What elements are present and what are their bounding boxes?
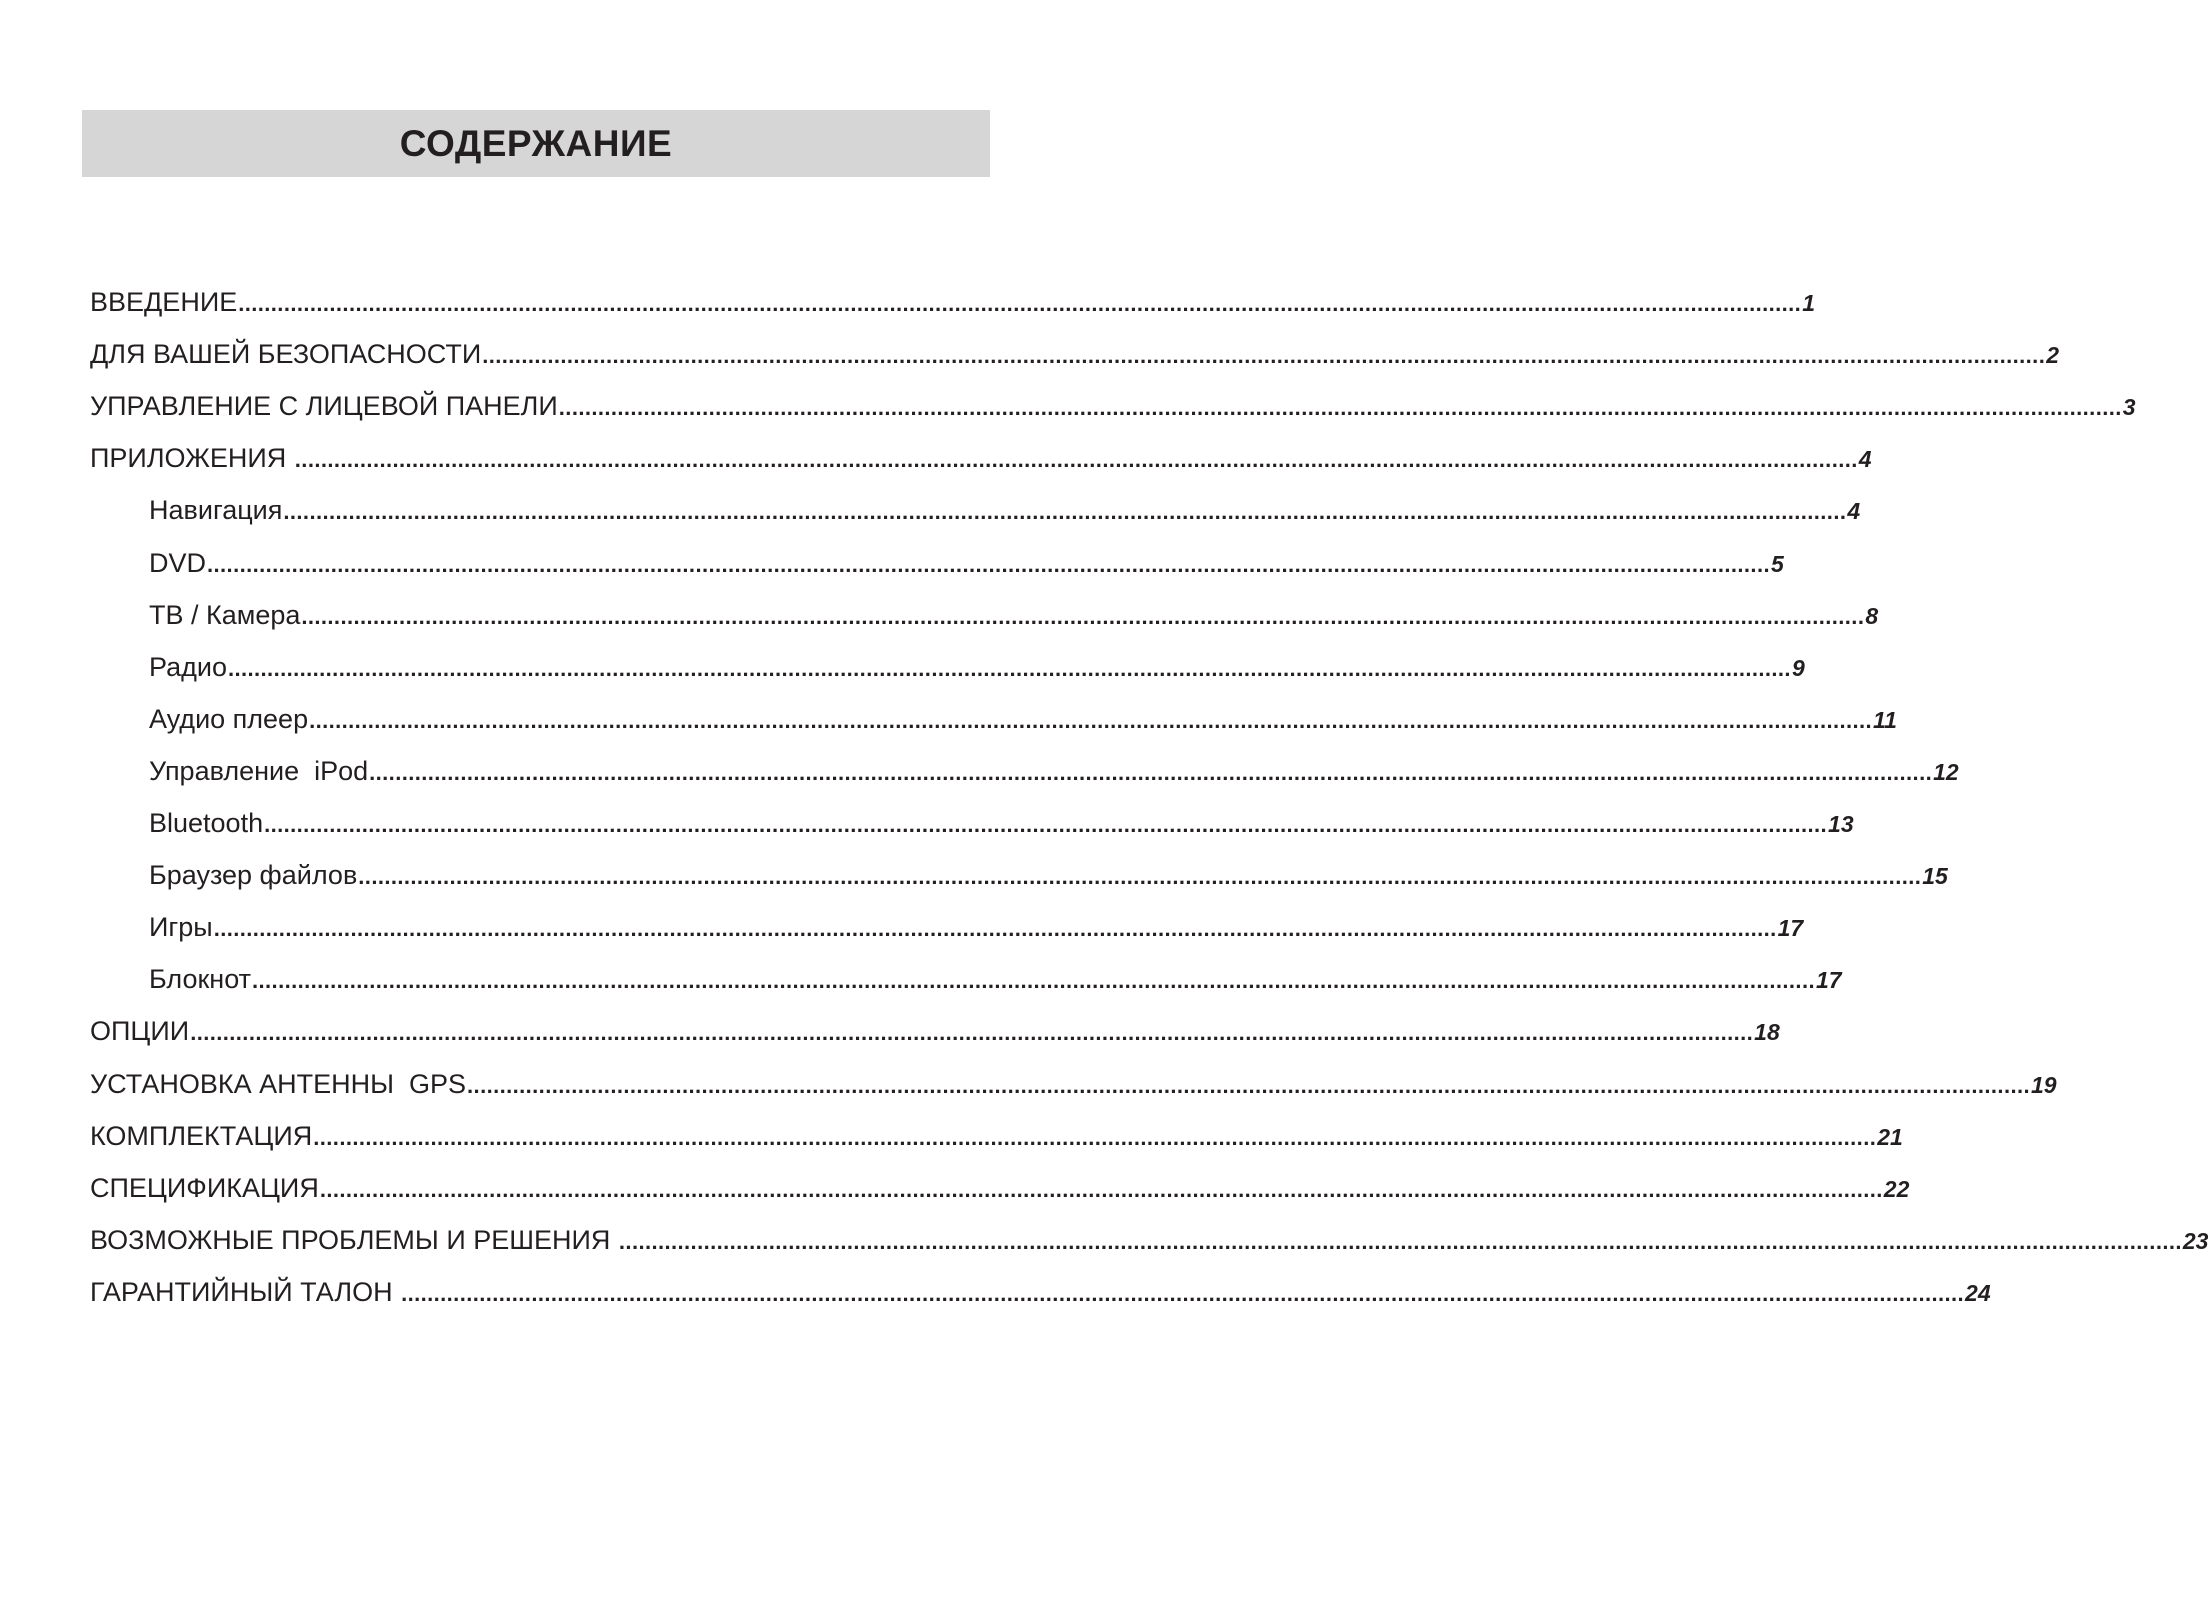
toc-entry[interactable]	[149, 648, 1805, 684]
toc-page-number: 4	[1847, 498, 1861, 524]
toc-dot-leader: ................................................................................................................................................................................................................................................	[227, 656, 1791, 681]
toc-entry-label: ТВ / Камера	[149, 600, 301, 630]
toc-entry-label: ГАРАНТИЙНЫЙ ТАЛОН	[90, 1277, 401, 1307]
toc-entry[interactable]	[90, 283, 1815, 319]
toc-entry-label: ПРИЛОЖЕНИЯ	[90, 443, 294, 473]
toc-entry[interactable]	[90, 335, 2059, 371]
toc-entry-label: DVD	[149, 548, 207, 578]
toc-entry-label: Игры	[149, 912, 213, 942]
title-banner	[82, 110, 990, 177]
toc-dot-leader: ................................................................................................................................................................................................................................................	[401, 1281, 1965, 1306]
toc-entry[interactable]	[149, 960, 1842, 996]
toc-entry-label: Bluetooth	[149, 808, 264, 838]
toc-entry-label: УПРАВЛЕНИЕ С ЛИЦЕВОЙ ПАНЕЛИ	[90, 391, 558, 421]
toc-dot-leader: ................................................................................................................................................................................................................................................	[319, 1177, 1883, 1202]
toc-page-number: 17	[1777, 915, 1804, 941]
toc-entry-label: Управление iPod	[149, 756, 369, 786]
toc-entry[interactable]	[149, 908, 1804, 944]
toc-dot-leader: ................................................................................................................................................................................................................................................	[482, 343, 2046, 368]
toc-dot-leader: ................................................................................................................................................................................................................................................	[264, 812, 1828, 837]
toc-page-number: 23	[2182, 1228, 2208, 1254]
toc-page-number: 22	[1883, 1176, 1910, 1202]
toc-dot-leader: ................................................................................................................................................................................................................................................	[369, 760, 1933, 785]
page-title: СОДЕРЖАНИЕ	[399, 122, 673, 164]
toc-entry[interactable]	[90, 439, 1872, 475]
toc-entry-label: ВВЕДЕНИЕ	[90, 287, 238, 317]
toc-page-number: 11	[1873, 707, 1897, 733]
toc-page-number: 15	[1922, 863, 1948, 889]
toc-page-number: 3	[2122, 394, 2136, 420]
toc-dot-leader: ................................................................................................................................................................................................................................................	[238, 291, 1802, 316]
toc-entry[interactable]	[149, 596, 1879, 632]
toc-entry[interactable]	[90, 1273, 1991, 1309]
toc-dot-leader: ................................................................................................................................................................................................................................................	[207, 552, 1770, 577]
toc-entry[interactable]	[149, 700, 1897, 736]
toc-entry[interactable]	[149, 856, 1948, 892]
toc-dot-leader: ................................................................................................................................................................................................................................................	[213, 916, 1777, 941]
toc-page-number: 9	[1791, 655, 1805, 681]
toc-entry-label: Радио	[149, 652, 227, 682]
toc-dot-leader: ................................................................................................................................................................................................................................................	[190, 1020, 1754, 1045]
toc-page-number: 17	[1815, 967, 1842, 993]
toc-page-number: 12	[1933, 759, 1959, 785]
toc-entry[interactable]	[149, 491, 1861, 527]
toc-dot-leader: ................................................................................................................................................................................................................................................	[618, 1229, 2182, 1254]
toc-page-number: 24	[1965, 1280, 1991, 1306]
toc-page-number: 4	[1858, 446, 1872, 472]
toc-page-number: 21	[1877, 1124, 1903, 1150]
toc-entry[interactable]	[149, 544, 1784, 580]
toc-entry-label: Браузер файлов	[149, 860, 358, 890]
toc-entry-label: Навигация	[149, 495, 283, 525]
toc-entry-label: СПЕЦИФИКАЦИЯ	[90, 1173, 319, 1203]
toc-dot-leader: ................................................................................................................................................................................................................................................	[294, 447, 1858, 472]
toc-page-number: 2	[2046, 342, 2059, 368]
toc-entry-label: ДЛЯ ВАШЕЙ БЕЗОПАСНОСТИ	[90, 339, 482, 369]
toc-entry[interactable]	[90, 1169, 1910, 1205]
toc-page-number: 5	[1770, 551, 1784, 577]
toc-dot-leader: ................................................................................................................................................................................................................................................	[313, 1125, 1877, 1150]
toc-entry[interactable]	[90, 387, 2136, 423]
toc-page-number: 13	[1828, 811, 1854, 837]
toc-entry-label: Аудио плеер	[149, 704, 309, 734]
toc-page-number: 18	[1754, 1019, 1780, 1045]
toc-entry-label: ВОЗМОЖНЫЕ ПРОБЛЕМЫ И РЕШЕНИЯ	[90, 1225, 618, 1255]
toc-page-number: 1	[1802, 290, 1815, 316]
toc-entry[interactable]	[90, 1065, 2057, 1101]
toc-page-number: 8	[1865, 603, 1879, 629]
toc-dot-leader: ................................................................................................................................................................................................................................................	[558, 395, 2122, 420]
toc-entry[interactable]	[149, 804, 1854, 840]
toc-entry-label: ОПЦИИ	[90, 1016, 190, 1046]
toc-dot-leader: ................................................................................................................................................................................................................................................	[467, 1073, 2030, 1098]
toc-dot-leader: ................................................................................................................................................................................................................................................	[283, 499, 1847, 524]
toc-dot-leader: ................................................................................................................................................................................................................................................	[252, 968, 1815, 993]
toc-entry[interactable]	[90, 1117, 1903, 1153]
toc-entry[interactable]	[149, 752, 1959, 788]
toc-entry-label: УСТАНОВКА АНТЕННЫ GPS	[90, 1069, 467, 1099]
toc-dot-leader: ................................................................................................................................................................................................................................................	[358, 864, 1922, 889]
toc-dot-leader: ................................................................................................................................................................................................................................................	[309, 708, 1873, 733]
toc-entry-label: КОМПЛЕКТАЦИЯ	[90, 1121, 313, 1151]
toc-page-number: 19	[2031, 1072, 2057, 1098]
toc-entry[interactable]	[90, 1221, 2208, 1257]
toc-entry[interactable]	[90, 1012, 1780, 1048]
toc-dot-leader: ................................................................................................................................................................................................................................................	[301, 604, 1865, 629]
toc-entry-label: Блокнот	[149, 964, 252, 994]
